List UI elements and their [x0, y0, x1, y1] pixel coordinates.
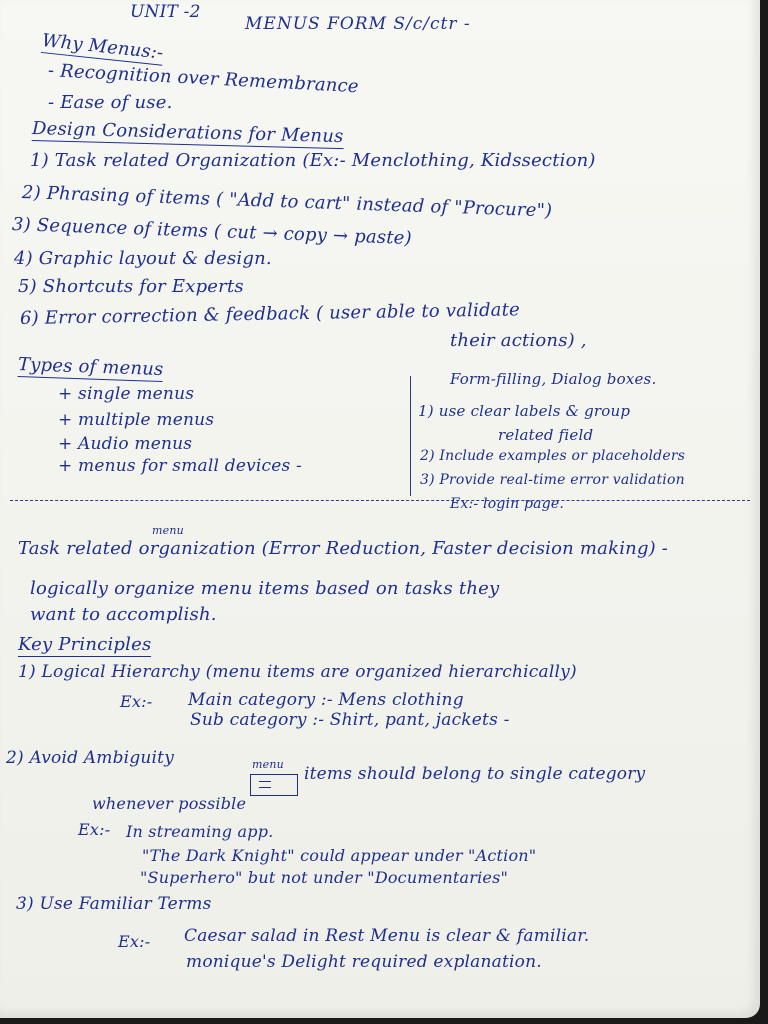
- design-item-4: 4) Graphic layout & design.: [14, 248, 272, 269]
- principle-2-ex-2: "The Dark Knight" could appear under "Action": [142, 846, 537, 865]
- types-item-2: + multiple menus: [58, 410, 215, 430]
- design-heading: Design Considerations for Menus: [31, 118, 344, 148]
- principle-2-line-2: whenever possible: [92, 794, 247, 813]
- menu-icon-label: menu: [252, 758, 284, 771]
- forms-item-1: 1) use clear labels & group: [418, 402, 631, 420]
- principle-1-title: 1) Logical Hierarchy (menu items are organized hierarchically): [18, 662, 577, 682]
- principle-3-title: 3) Use Familiar Terms: [16, 894, 212, 914]
- types-heading: Types of menus: [17, 354, 164, 381]
- principle-2-ex-label: Ex:-: [78, 820, 111, 839]
- principle-2-title: 2) Avoid Ambiguity: [6, 748, 175, 768]
- principle-3-ex-2: monique's Delight required explanation.: [186, 952, 542, 972]
- design-item-6: 6) Error correction & feedback ( user able to validate: [19, 299, 521, 329]
- why-menus-point-2: - Ease of use.: [48, 92, 173, 113]
- task-intro-1: logically organize menu items based on tasks they: [30, 578, 500, 599]
- forms-item-1-cont: related field: [498, 426, 594, 444]
- design-item-2: 2) Phrasing of items ( "Add to cart" instead of "Procure"): [21, 182, 553, 222]
- design-item-1: 1) Task related Organization (Ex:- Menclothing, Kidssection): [30, 150, 596, 171]
- principle-3-ex-1: Caesar salad in Rest Menu is clear & familiar.: [184, 926, 590, 946]
- principle-3-ex-label: Ex:-: [118, 932, 151, 951]
- why-menus-point-1: - Recognition over Remembrance: [47, 60, 360, 98]
- task-intro-2: want to accomplish.: [30, 604, 217, 625]
- principle-2-line-1: items should belong to single category: [304, 764, 646, 784]
- principle-1-main: Main category :- Mens clothing: [188, 690, 464, 710]
- forms-item-2: 2) Include examples or placeholders: [420, 448, 686, 464]
- forms-example: Ex:- login page.: [450, 496, 565, 512]
- principle-1-ex-label: Ex:-: [120, 692, 153, 711]
- forms-item-3: 3) Provide real-time error validation: [420, 472, 685, 488]
- menu-icon: [250, 774, 298, 796]
- design-item-3: 3) Sequence of items ( cut → copy → paste): [11, 214, 413, 249]
- principle-2-ex-3: "Superhero" but not under "Documentaries": [140, 868, 509, 887]
- menu-note: menu: [152, 524, 184, 537]
- column-divider: [410, 376, 411, 496]
- page-title: MENUS FORM S/c/ctr -: [245, 14, 471, 34]
- section-divider: [10, 500, 750, 501]
- design-item-5: 5) Shortcuts for Experts: [18, 276, 244, 297]
- forms-heading: Form-filling, Dialog boxes.: [450, 370, 657, 388]
- unit-label: UNIT -2: [130, 2, 201, 22]
- types-item-3: + Audio menus: [58, 434, 193, 454]
- task-heading: Task related organization (Error Reduction, Faster decision making) -: [18, 538, 669, 559]
- types-item-1: + single menus: [58, 384, 195, 404]
- design-item-6-cont: their actions) ,: [450, 330, 587, 351]
- principle-2-ex-1: In streaming app.: [126, 822, 274, 841]
- key-principles-heading: Key Principles: [18, 634, 152, 655]
- why-menus-heading: Why Menus:-: [41, 30, 165, 64]
- types-item-4: + menus for small devices -: [58, 456, 303, 476]
- principle-1-sub: Sub category :- Shirt, pant, jackets -: [190, 710, 510, 730]
